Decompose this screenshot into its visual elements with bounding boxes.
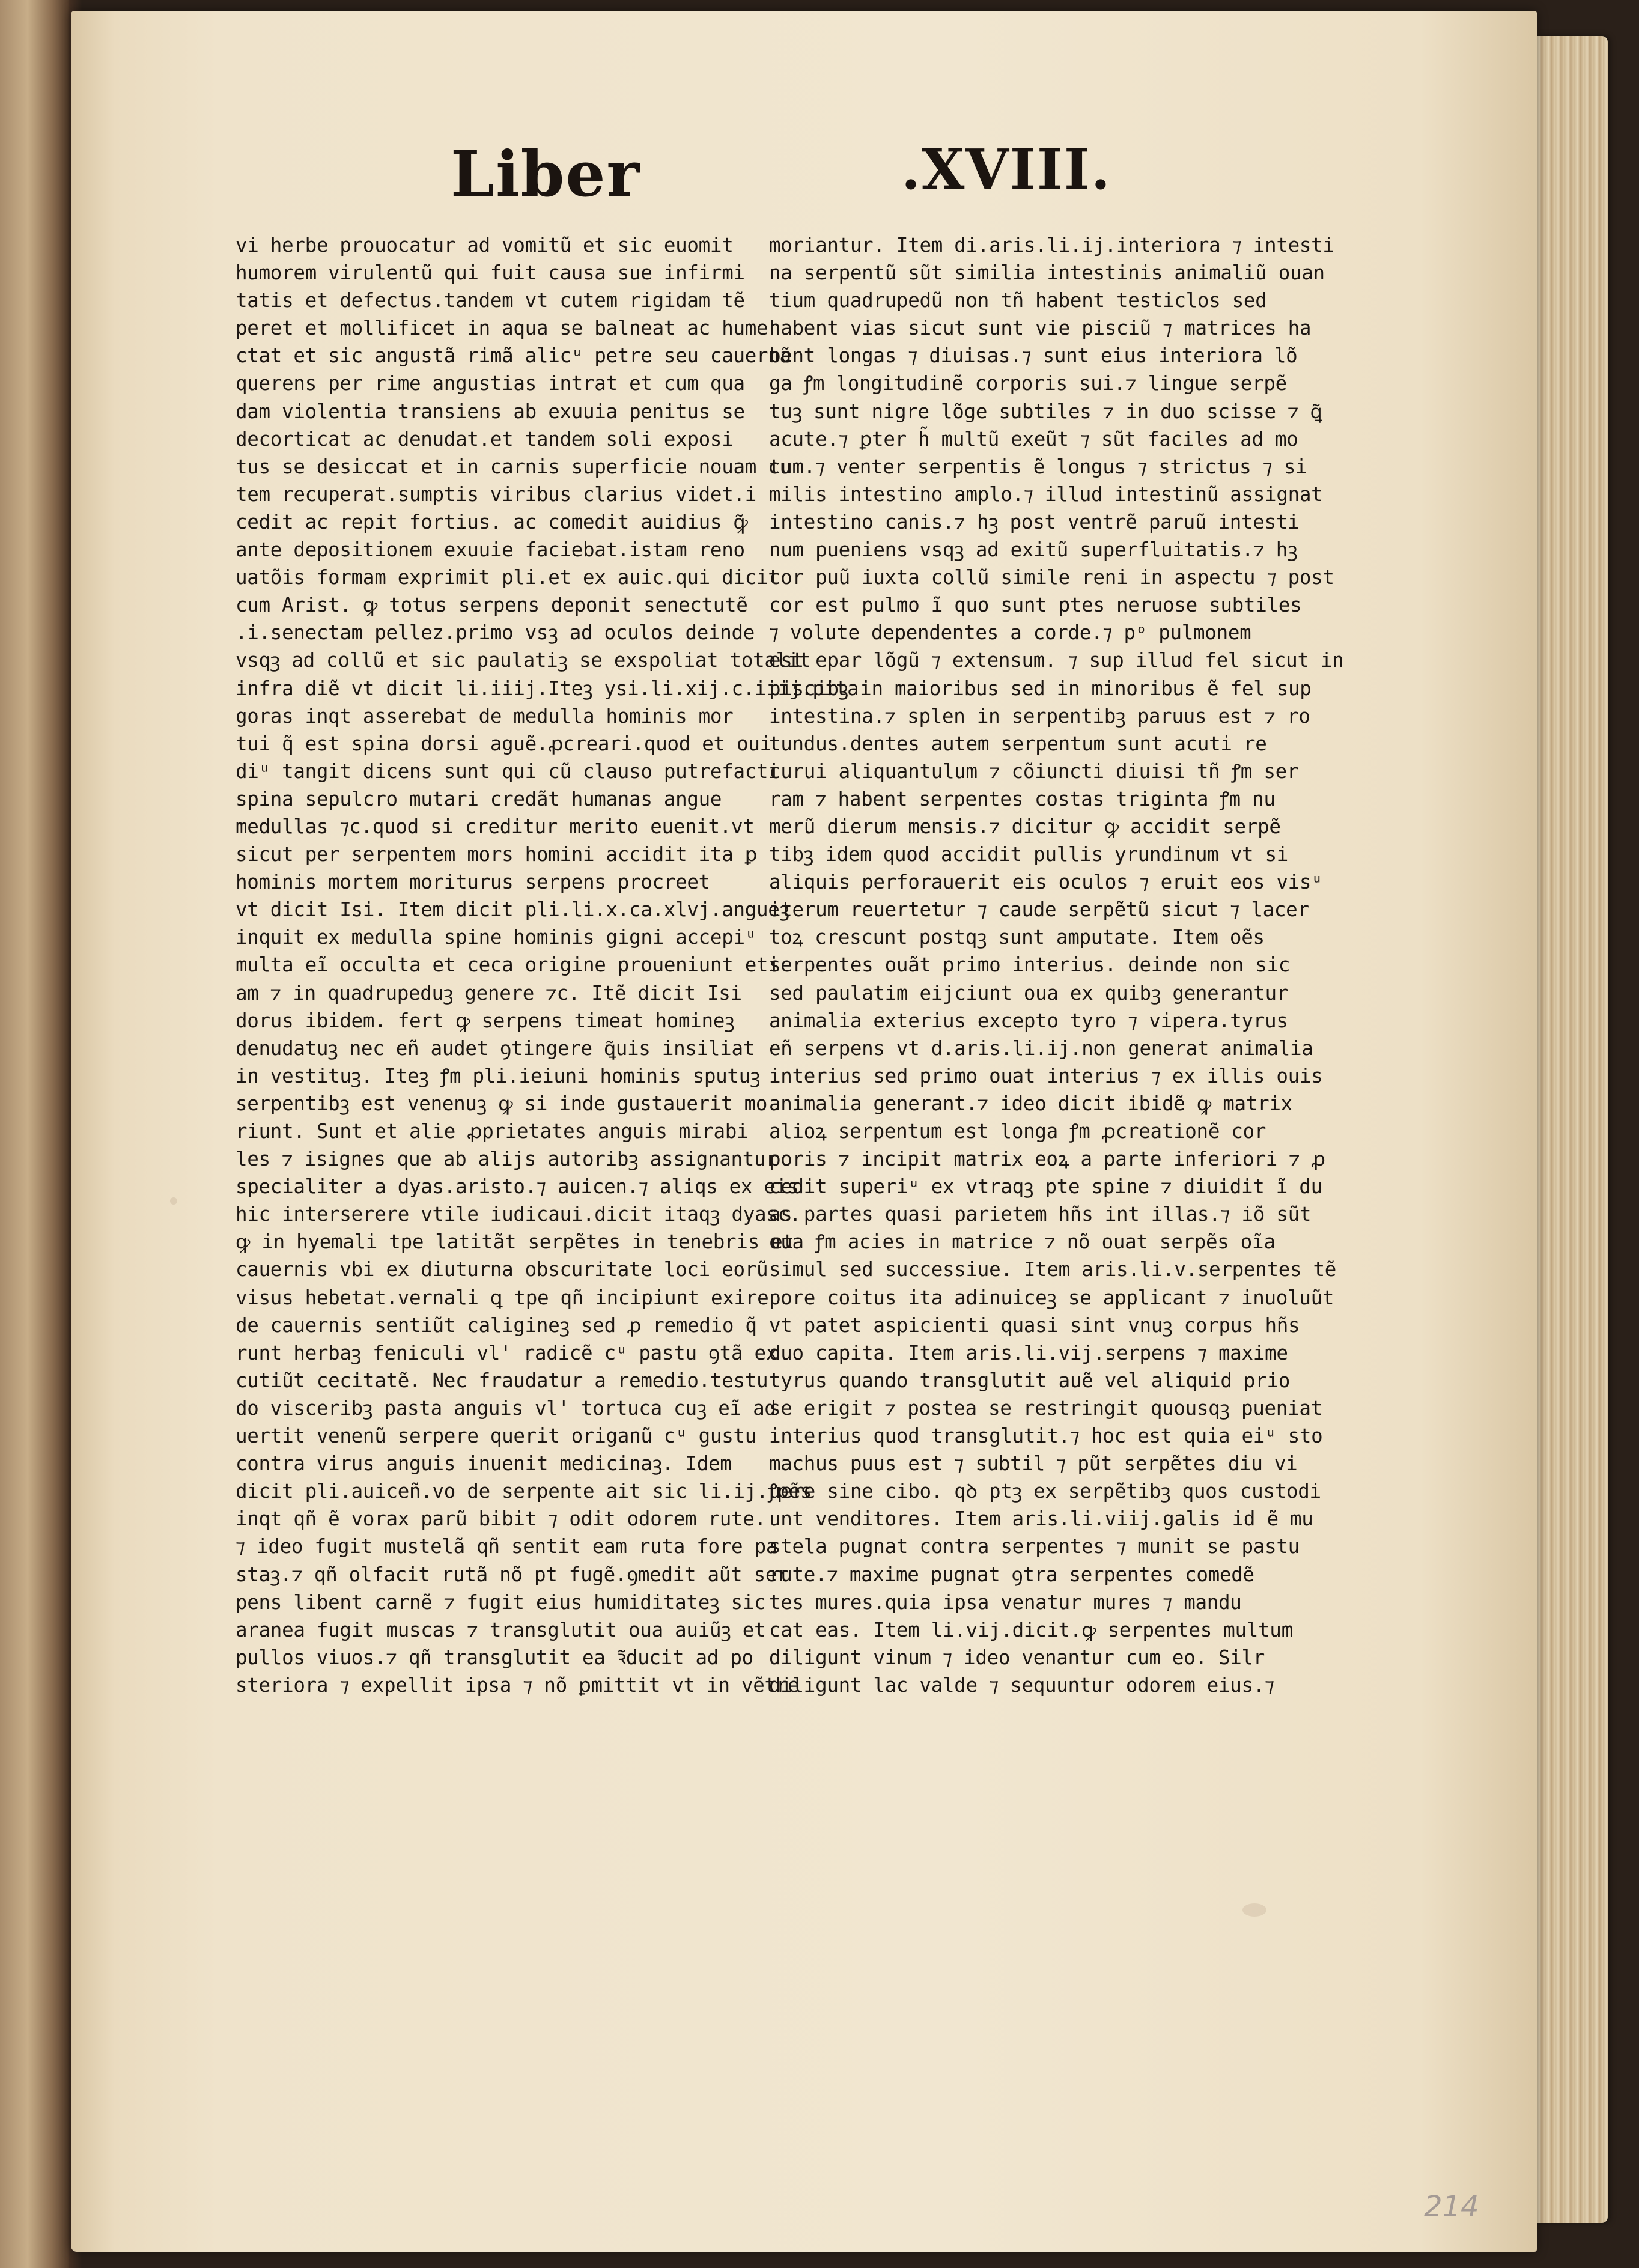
text-line: diligunt lac valde ⁊ sequuntur odorem eius.⁊ <box>769 1673 1274 1697</box>
text-line: num pueniens vsqꝫ ad exitũ superfluitatis.⁊ hꝫ <box>769 538 1298 562</box>
text-line: habent vias sicut sunt vie pisciũ ⁊ matrices ha <box>769 317 1312 340</box>
text-line: toꝝ crescunt postqꝫ sunt amputate. Item oẽs <box>769 926 1265 949</box>
text-line: ctat et sic angustã rimã alicᵘ petre seu cauernã <box>236 344 791 368</box>
text-line: tium quadrupedũ non tñ habent testiclos sed <box>769 289 1267 312</box>
text-line: steriora ⁊ expellit ipsa ⁊ nõ ꝑmittit vt in vẽtre <box>236 1673 800 1697</box>
text-line: uere sine cibo. qꝺ ptꝫ ex serpẽtibꝫ quos custodi <box>769 1480 1321 1503</box>
text-line: goras inqt asserebat de medulla hominis mor <box>236 704 734 728</box>
text-line: ⁊ volute dependentes a corde.⁊ pᵒ pulmonem <box>769 621 1251 645</box>
text-line: piscibꝫ in maioribus sed in minoribus ẽ fel sup <box>769 676 1312 700</box>
text-line: se erigit ⁊ postea se restringit quousqꝫ pueniat <box>769 1396 1322 1420</box>
text-line: visus hebetat.vernali ꝗ tpe qñ incipiunt exire <box>236 1286 769 1309</box>
text-line: uertit venenũ serpere querit origanũ cᵘ gustu <box>236 1424 756 1448</box>
text-line: serpentibꝫ est venenuꝫ ꝙ si inde gustauerit mo <box>236 1092 768 1115</box>
text-column-right <box>769 231 1344 1699</box>
text-line: humorem virulentũ qui fuit causa sue infirmi <box>236 261 745 285</box>
text-line: eñ serpens vt d.aris.li.ij.non generat animalia <box>769 1036 1313 1060</box>
text-line: tatis et defectus.tandem vt cutem rigidam tẽ <box>236 289 745 312</box>
text-line: diligunt vinum ⁊ ideo venantur cum eo. Silr <box>769 1646 1265 1669</box>
text-line: vi herbe prouocatur ad vomitũ et sic euomit <box>236 234 734 257</box>
text-line: decorticat ac denudat.et tandem soli exposi <box>236 427 734 451</box>
text-line: infra diẽ vt dicit li.iiij.Iteꝫ ysi.li.xij.c.iiij.pita <box>236 676 859 700</box>
text-line: na serpentũ sũt similia intestinis animaliũ ouan <box>769 261 1325 285</box>
text-line: iterum reuertetur ⁊ caude serpẽtũ sicut ⁊ lacer <box>769 898 1309 922</box>
text-line: hic interserere vtile iudicaui.dicit itaqꝫ dyasc. <box>236 1203 801 1226</box>
text-line: intestino canis.⁊ hꝫ post ventrẽ paruũ intesti <box>769 510 1300 534</box>
text-line: sicut per serpentem mors homini accidit ita ꝑ <box>236 843 758 866</box>
text-line: sed paulatim eijciunt oua ex quibꝫ generantur <box>769 981 1289 1005</box>
text-line: cedit superiᵘ ex vtraqꝫ pte spine ⁊ diuidit ĩ du <box>769 1175 1322 1199</box>
text-line: denudatuꝫ nec eñ audet ꝯtingere ꝗ̃uis insiliat <box>236 1036 755 1060</box>
text-line: tyrus quando transglutit auẽ vel aliquid prio <box>769 1369 1290 1392</box>
text-line: tundus.dentes autem serpentum sunt acuti re <box>769 732 1267 755</box>
text-line: les ⁊ isignes que ab alijs autoribꝫ assignantur <box>236 1148 777 1171</box>
text-line: ram ⁊ habent serpentes costas triginta ꝭm nu <box>769 787 1276 810</box>
text-line: dorus ibidem. fert ꝙ serpens timeat homineꝫ <box>236 1009 735 1032</box>
text-line: vsqꝫ ad collũ et sic paulatiꝫ se exspoliat totalit <box>236 649 811 672</box>
text-line: .i.senectam pellez.primo vsꝫ ad oculos deinde <box>236 621 755 645</box>
text-line: machus puus est ⁊ subtil ⁊ pũt serpẽtes diu vi <box>769 1452 1298 1476</box>
text-line: cor est pulmo ĩ quo sunt ptes neruose subtiles <box>769 594 1302 617</box>
text-line: rute.⁊ maxime pugnat ꝯtra serpentes comedẽ <box>769 1563 1254 1586</box>
text-line: querens per rime angustias intrat et cum qua <box>236 372 745 395</box>
text-line: cor puũ iuxta collũ simile reni in aspectu ⁊ post <box>769 566 1334 589</box>
text-line: ⁊ ideo fugit mustelã qñ sentit eam ruta fore pa <box>236 1535 778 1558</box>
text-line: cum Arist. ꝙ totus serpens deponit senectutẽ <box>236 594 748 617</box>
text-line: tibꝫ idem quod accidit pullis yrundinum vt si <box>769 843 1289 866</box>
left-page-edge <box>0 0 69 2268</box>
text-line: diᵘ tangit dicens sunt qui cũ clauso putrefacti <box>236 759 780 783</box>
text-line: uatõis formam exprimit pli.et ex auic.qui dicit <box>236 566 780 589</box>
text-line: interius sed primo ouat interius ⁊ ex illis ouis <box>769 1064 1323 1087</box>
text-line: tum.⁊ venter serpentis ẽ longus ⁊ strictus ⁊ si <box>769 455 1307 478</box>
text-line: serpentes ouãt primo interius. deinde non sic <box>769 953 1290 977</box>
text-line: am ⁊ in quadrupeduꝫ genere ⁊c. Itẽ dicit Isi <box>236 981 742 1005</box>
text-line: runt herbaꝫ feniculi vl' radicẽ cᵘ pastu ꝯtã ex <box>236 1341 778 1364</box>
text-line: tui q̃ est spina dorsi aguẽ.ꝓcreari.quod et oui <box>236 732 771 755</box>
text-line: de cauernis sentiũt caligineꝫ sed ꝓ remedio q̃ <box>236 1313 757 1337</box>
text-line: as partes quasi parietem hñs int illas.⁊ iõ sũt <box>769 1203 1312 1226</box>
text-line: merũ dierum mensis.⁊ dicitur ꝙ accidit serpẽ <box>769 815 1281 838</box>
text-line: hominis mortem moriturus serpens procreet <box>236 871 710 894</box>
text-line: tuꝫ sunt nigre lõge subtiles ⁊ in duo scisse ⁊ ꝗ̃ <box>769 400 1322 423</box>
text-line: oua ꝭm acies in matrice ⁊ nõ ouat serpẽs oĩa <box>769 1230 1276 1254</box>
text-line: bent longas ⁊ diuisas.⁊ sunt eius interiora lõ <box>769 344 1298 368</box>
text-line: est epar lõgũ ⁊ extensum. ⁊ sup illud fel sicut in <box>769 649 1344 672</box>
text-line: milis intestino amplo.⁊ illud intestinũ assignat <box>769 482 1323 506</box>
text-line: specialiter a dyas.aristo.⁊ auicen.⁊ aliqs ex eis <box>236 1175 799 1199</box>
running-head-left: Liber <box>451 137 641 211</box>
text-line: alioꝝ serpentum est longa ꝭm ꝓcreationẽ cor <box>769 1120 1266 1143</box>
text-line: moriantur. Item di.aris.li.ij.interiora ⁊ intesti <box>769 234 1334 257</box>
text-line: in vestituꝫ. Iteꝫ ꝭm pli.ieiuni hominis sputuꝫ <box>236 1064 761 1087</box>
text-line: dam violentia transiens ab exuuia penitus se <box>236 400 745 423</box>
text-line: peret et mollificet in aqua se balneat ac hume <box>236 317 768 340</box>
text-line: pore coitus ita adinuiceꝫ se applicant ⁊ inuoluũt <box>769 1286 1334 1309</box>
text-line: do visceribꝫ pasta anguis vl' tortuca cuꝫ eĩ ad <box>236 1396 776 1420</box>
text-line: dicit pli.auiceñ.vo de serpente ait sic li.ij.ꝭpẽs <box>236 1480 812 1503</box>
text-line: tem recuperat.sumptis viribus clarius videt.i <box>236 482 756 506</box>
text-column-left <box>236 231 859 1699</box>
text-line: vt dicit Isi. Item dicit pli.li.x.ca.xlvj.angueꝫ <box>236 898 789 922</box>
fore-edge-stack <box>1536 36 1608 2223</box>
text-line: vt patet aspicienti quasi sint vnuꝫ corpus hñs <box>769 1313 1300 1337</box>
text-line: duo capita. Item aris.li.vij.serpens ⁊ maxime <box>769 1341 1288 1364</box>
text-line: poris ⁊ incipit matrix eoꝝ a parte inferiori ⁊ ꝓ <box>769 1148 1325 1171</box>
text-line: tus se desiccat et in carnis superficie nouam cu <box>236 455 791 478</box>
text-line: interius quod transglutit.⁊ hoc est quia eiᵘ sto <box>769 1424 1323 1448</box>
text-line: multa eĩ occulta et ceca origine proueniunt eti <box>236 953 780 977</box>
text-line: pullos viuos.⁊ qñ transglutit ea ꝛ̃ducit ad po <box>236 1646 753 1669</box>
paper-spot <box>170 1197 177 1205</box>
text-line: unt venditores. Item aris.li.viij.galis id ẽ mu <box>769 1507 1313 1531</box>
text-line: inqt qñ ẽ vorax parũ bibit ⁊ odit odorem rute. <box>236 1507 766 1531</box>
text-line: cat eas. Item li.vij.dicit.ꝙ serpentes multum <box>769 1618 1293 1641</box>
text-line: ꝙ in hyemali tpe latitãt serpẽtes in tenebris et <box>236 1230 794 1254</box>
text-line: pens libent carnẽ ⁊ fugit eius humiditateꝫ sic <box>236 1590 766 1614</box>
text-line: aliquis perforauerit eis oculos ⁊ eruit eos visᵘ <box>769 871 1323 894</box>
text-line: curui aliquantulum ⁊ cõiuncti diuisi tñ ꝭm ser <box>769 759 1299 783</box>
text-line: spina sepulcro mutari credãt humanas angue <box>236 787 722 810</box>
paper-stain <box>1242 1903 1266 1917</box>
text-line: ga ꝭm longitudinẽ corporis sui.⁊ lingue serpẽ <box>769 372 1287 395</box>
running-head-right: .XVIII. <box>901 137 1111 202</box>
text-line: aranea fugit muscas ⁊ transglutit oua auiũꝫ et <box>236 1618 766 1641</box>
text-line: ante depositionem exuuie faciebat.istam reno <box>236 538 745 562</box>
text-line: cutiũt cecitatẽ. Nec fraudatur a remedio.testu <box>236 1369 768 1392</box>
text-line: contra virus anguis inuenit medicinaꝫ. Idem <box>236 1452 732 1476</box>
text-line: cedit ac repit fortius. ac comedit auidius ꝙ̃ <box>236 510 748 534</box>
text-line: stela pugnat contra serpentes ⁊ munit se pastu <box>769 1535 1300 1558</box>
text-line: staꝫ.⁊ qñ olfacit rutã nõ pt fugẽ.ꝯmedit aũt ser <box>236 1563 789 1586</box>
text-line: animalia exterius excepto tyro ⁊ vipera.tyrus <box>769 1009 1288 1032</box>
text-line: tes mures.quia ipsa venatur mures ⁊ mandu <box>769 1590 1242 1614</box>
text-line: riunt. Sunt et alie ꝓprietates anguis mirabi <box>236 1120 749 1143</box>
text-line: medullas ⁊c.quod si creditur merito euenit.vt <box>236 815 755 838</box>
folio-number: 214 <box>1424 2190 1479 2224</box>
text-line: cauernis vbi ex diuturna obscuritate loci eorũ <box>236 1258 768 1281</box>
text-line: inquit ex medulla spine hominis gigni accepiᵘ <box>236 926 756 949</box>
text-line: intestina.⁊ splen in serpentibꝫ paruus est ⁊ ro <box>769 704 1310 728</box>
text-line: simul sed successiue. Item aris.li.v.serpentes tẽ <box>769 1258 1337 1281</box>
text-line: animalia generant.⁊ ideo dicit ibidẽ ꝙ matrix <box>769 1092 1292 1115</box>
text-line: acute.⁊ ꝑter h̃ multũ exeũt ⁊ sũt faciles ad mo <box>769 427 1298 451</box>
